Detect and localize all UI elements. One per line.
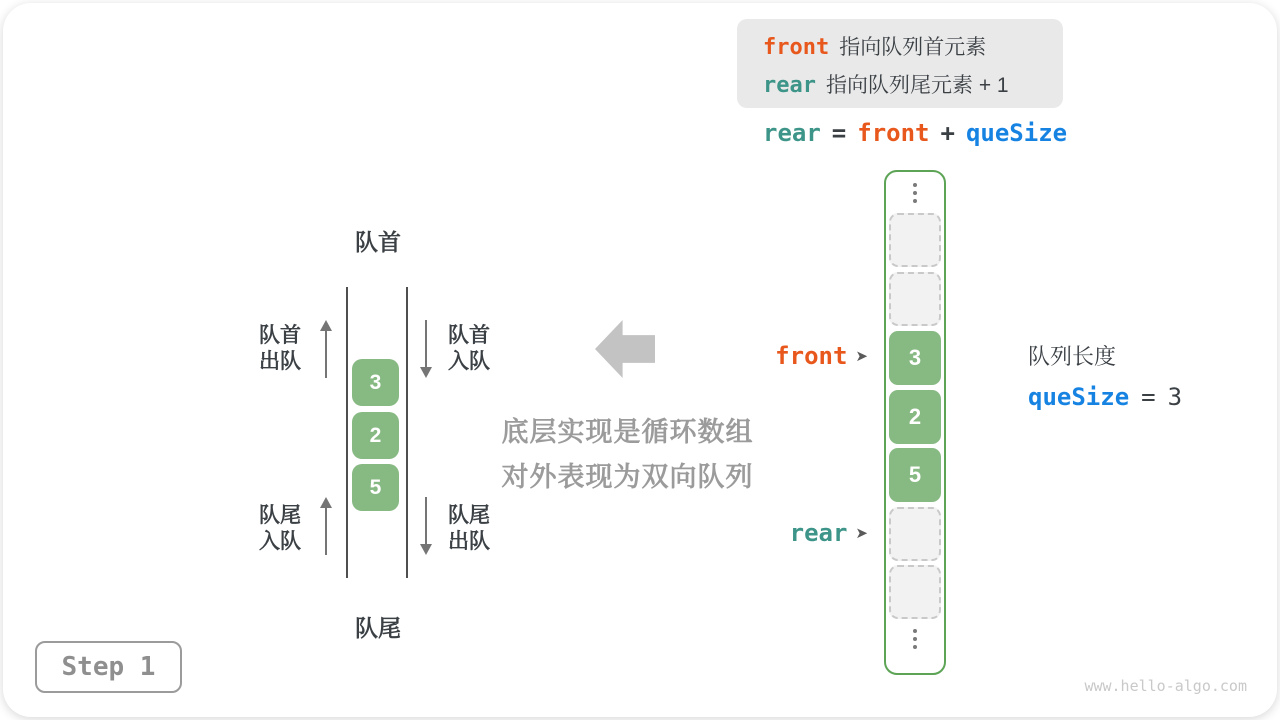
op-line: 入队: [448, 350, 490, 373]
queue-length-label: 队列长度: [1028, 344, 1117, 369]
tail-dequeue-label: [448, 503, 490, 555]
op-line: 队首: [448, 324, 490, 347]
op-line: 出队: [448, 530, 490, 553]
array-cell: [889, 390, 941, 444]
front-pointer-label: front: [775, 342, 848, 370]
op-line: 队尾: [448, 504, 490, 527]
rear-definition-text: 指向队列尾元素 + 1: [825, 74, 1009, 97]
quesize-variable: queSize: [1028, 383, 1130, 411]
deque-right-wall: [406, 287, 408, 578]
deque-cell-value: 2: [369, 423, 382, 447]
equation-rear: rear: [763, 119, 821, 147]
deque-cell: [352, 464, 399, 511]
deque-tail-label: 队尾: [355, 615, 401, 641]
op-line: 队尾: [259, 504, 301, 527]
array-cell: [889, 213, 941, 267]
front-definition-text: 指向队列首元素: [839, 36, 987, 59]
rear-definition: [763, 67, 1063, 105]
rear-pointer: [790, 519, 868, 547]
op-line: 入队: [259, 530, 301, 553]
deque-left-wall: [346, 287, 348, 578]
down-arrow-icon: [425, 320, 427, 368]
equation-quesize: queSize: [965, 119, 1068, 147]
step-badge: [35, 641, 182, 693]
left-block-arrow-icon: [595, 320, 655, 378]
caption: [455, 410, 800, 500]
array-cell-value: 2: [908, 404, 922, 429]
ellipsis-icon: [913, 629, 917, 649]
tail-enqueue-label: [253, 503, 301, 555]
deque-cell-value: 3: [369, 370, 382, 394]
step-badge-label: Step 1: [61, 652, 156, 682]
down-arrow-icon: [425, 497, 427, 545]
queue-length-value-line: [1028, 383, 1182, 411]
front-definition: [763, 29, 1063, 67]
quesize-equals: =: [1141, 383, 1156, 411]
front-pointer: [775, 342, 868, 370]
equation-equals: =: [831, 119, 847, 147]
ellipsis-icon: [913, 183, 917, 203]
deque-cell-value: 5: [369, 475, 382, 499]
op-line: 出队: [259, 350, 301, 373]
caption-line1: 底层实现是循环数组: [501, 417, 754, 447]
head-dequeue-label: [253, 323, 301, 375]
array-cell: [889, 331, 941, 385]
equation-plus: +: [940, 119, 955, 147]
pointer-arrow-icon: ➤: [855, 524, 868, 542]
queue-length-info: [1028, 340, 1182, 411]
rear-pointer-label: rear: [789, 519, 848, 547]
circular-array: [884, 170, 946, 675]
op-line: 队首: [259, 324, 301, 347]
front-keyword: front: [763, 35, 830, 60]
array-cell: [889, 507, 941, 561]
array-cell: [889, 565, 941, 619]
up-arrow-icon: [325, 330, 327, 378]
array-cell-value: 3: [908, 345, 922, 370]
quesize-value: 3: [1167, 383, 1183, 411]
equation-front: front: [857, 119, 930, 147]
rear-keyword: rear: [763, 73, 816, 98]
pointer-arrow-icon: ➤: [855, 347, 868, 365]
pointer-definition-note: [737, 19, 1063, 108]
up-arrow-icon: [325, 507, 327, 555]
array-cell: [889, 448, 941, 502]
deque-cell: [352, 412, 399, 459]
caption-line2: 对外表现为双向队列: [501, 462, 754, 492]
rear-equation: [763, 119, 1067, 147]
deque-cell: [352, 359, 399, 406]
array-cell-value: 5: [908, 462, 922, 487]
watermark: www.hello-algo.com: [1084, 677, 1247, 695]
array-cell: [889, 272, 941, 326]
head-enqueue-label: [448, 323, 490, 375]
deque-head-label: 队首: [355, 229, 401, 255]
